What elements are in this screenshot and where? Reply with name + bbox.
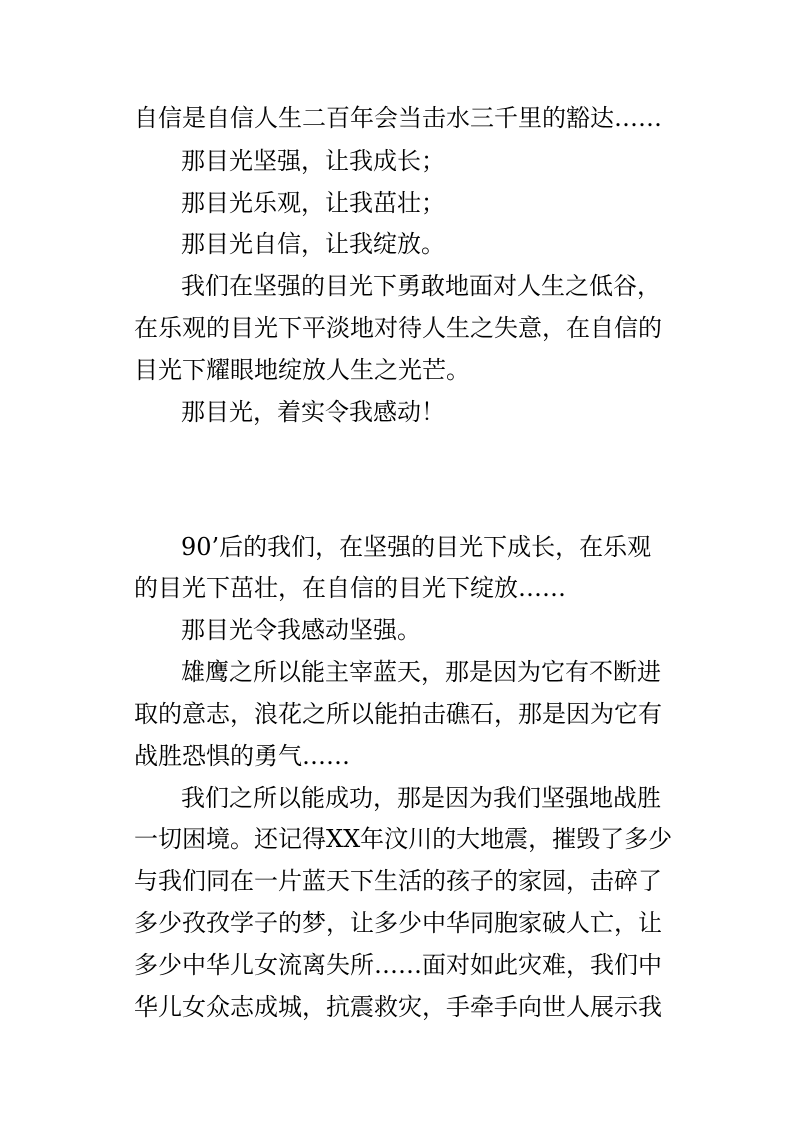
text-line: 取的意志，浪花之所以能拍击礁石，那是因为它有 (134, 700, 662, 728)
text-line: 的目光下茁壮，在自信的目光下绽放…… (134, 574, 566, 602)
text-line: 多少中华儿女流离失所……面对如此灾难，我们中 (134, 951, 662, 979)
text-line: 那目光，着实令我感动！ (181, 398, 445, 426)
text-line: 那目光令我感动坚强。 (181, 616, 421, 644)
text-line: 那目光乐观，让我茁壮； (181, 189, 445, 217)
text-line: 战胜恐惧的勇气…… (134, 742, 350, 770)
text-line: 自信是自信人生二百年会当击水三千里的豁达…… (134, 104, 662, 132)
text-line: 雄鹰之所以能主宰蓝天，那是因为它有不断进 (181, 658, 661, 686)
text-line: 华儿女众志成城，抗震救灾，手牵手向世人展示我 (134, 993, 662, 1021)
text-line: 目光下耀眼地绽放人生之光芒。 (134, 356, 470, 384)
text-line: 多少孜孜学子的梦，让多少中华同胞家破人亡，让 (134, 909, 662, 937)
text-line: 在乐观的目光下平淡地对待人生之失意，在自信的 (134, 314, 662, 342)
text-line: 那目光坚强，让我成长； (181, 147, 445, 175)
text-line: 90’后的我们，在坚强的目光下成长，在乐观 (181, 533, 652, 561)
text-line: 我们在坚强的目光下勇敢地面对人生之低谷， (181, 272, 661, 300)
text-line: 与我们同在一片蓝天下生活的孩子的家园，击碎了 (134, 867, 662, 895)
text-line: 那目光自信，让我绽放。 (181, 230, 445, 258)
text-line: 我们之所以能成功，那是因为我们坚强地战胜 (181, 784, 661, 812)
text-line: 一切困境。还记得XX年汶川的大地震，摧毁了多少 (134, 825, 673, 853)
